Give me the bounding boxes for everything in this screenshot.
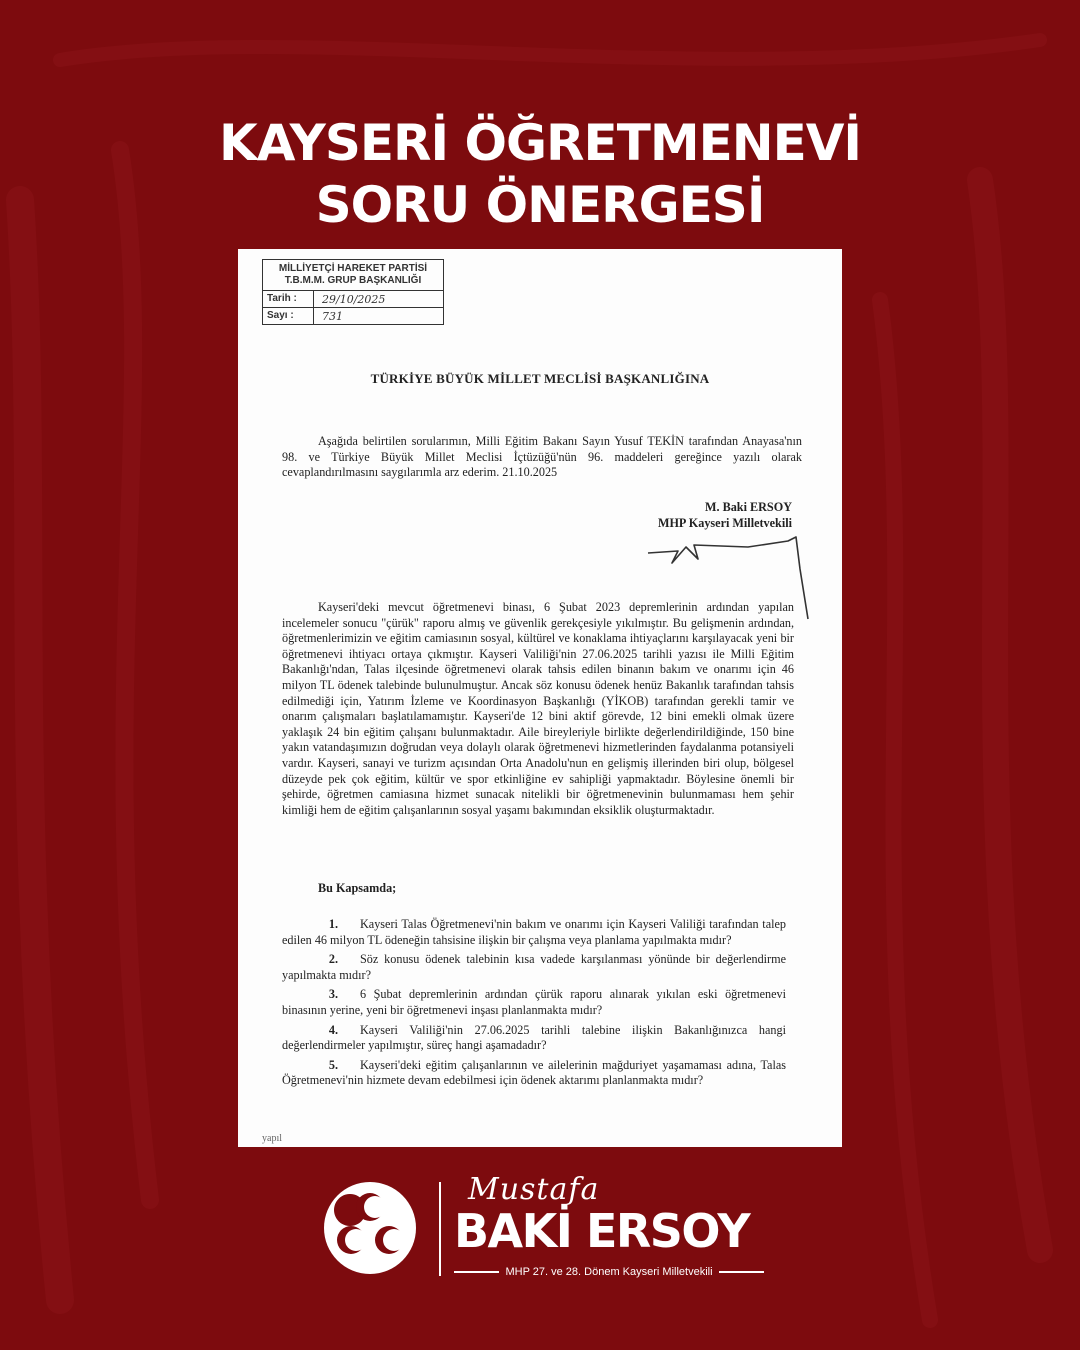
scanned-document [238,249,842,1147]
stamp-number-label: Sayı : [263,308,314,324]
title-line-1: KAYSERİ ÖĞRETMENEVİ [218,114,862,172]
subtitle-rule-left [454,1271,499,1273]
footer-subtitle-row [454,1264,764,1280]
stamp-date-value: 29/10/2025 [322,292,386,306]
question-list [282,917,786,1093]
document-heading: TÜRKİYE BÜYÜK MİLLET MECLİSİ BAŞKANLIĞINA [370,371,710,386]
first-name-script: Mustafa [468,1172,600,1207]
question-item [282,1058,786,1089]
stamp-org-line-2: T.B.M.M. GRUP BAŞKANLIĞI [284,275,422,286]
cut-off-text: yapıl [262,1133,282,1144]
footer-divider [439,1182,441,1276]
footer-brand [0,1168,1080,1288]
question-text: Söz konusu ödenek talebinin kısa vadede karşılanması yönünde bir değerlendirme yapılmakta mıdır? [282,952,786,982]
question-text: 6 Şubat depremlerinin ardından çürük raporu alınarak yıkılan eski öğretmenevi binasının yerine, yeni bir öğretmenevi inşası planlanmakta mıdır? [282,987,786,1017]
question-text: Kayseri'deki eğitim çalışanlarının ve ailelerinin mağduriyet yaşamaması adına, Talas Öğretmenevi'nin hizmete devam edebilmesi için ödenek aktarımı planlanmakta mıdır? [282,1057,786,1088]
question-text: Kayseri Valiliği'nin 27.06.2025 tarihli talebine ilişkin Bakanlığınızca hangi değerlendirmeler yapılmıştır, süreç hangi aşamadadır? [282,1022,786,1053]
three-crescents-emblem-icon [322,1180,418,1276]
signatory-block [658,499,792,531]
question-item [282,987,786,1018]
signatory-title: MHP Kayseri Milletvekili [657,516,792,530]
question-item [282,917,786,948]
stamp-date-label: Tarih : [263,291,314,307]
question-number: 3. [328,987,338,1002]
signatory-name: M. Baki ERSOY [704,500,792,514]
page-title [0,112,1080,236]
subtitle-rule-right [719,1271,764,1273]
registry-stamp [262,259,444,325]
question-item [282,1023,786,1054]
body-paragraph: Kayseri'deki mevcut öğretmenevi binası, 6 Şubat 2023 depremlerinin ardından yapılan incelemeler sonucu "çürük" raporu almış ve güvenlik gerekçesiyle yıkılmıştır. Bu gelişmenin ardından, öğretmenlerimizin ve eğitim camiasının sosyal, kültürel ve konaklama ihtiyaçlarını karşılayacak yeni bir öğretmenevi ihtiyacı ortaya çıkmıştır. Kayseri Valiliği'nin 27.06.2025 tarihli yazısı ile Milli Eğitim Bakanlığı'ndan, Talas ilçesinde öğretmenevi olarak tahsis edilen binanın bakım ve onarımı için 46 milyon TL ödenek talebinde bulunulmuştur. Ancak söz konusu ödenek henüz Bakanlık tarafından tahsis edilmediği için, Yatırım İzleme ve Koordinasyon Başkanlığı (YİKOB) tarafından gerekli tamir ve onarım çalışmaları başlatılamamıştır. Kayseri'de 12 bini aktif görevde, 12 bini emekli olmak üzere yaklaşık 24 bin eğitim çalışanı bulunmaktadır. Aile bireyleriyle birlikte değerlendirildiğinde, 150 bine yakın vatandaşımızın doğrudan veya dolaylı olarak öğretmenevi hizmetlerinden faydalanma potansiyeli vardır. Kayseri, sanayi ve turizm açısından Orta Anadolu'nun en gelişmiş illerinden biri olup, bölgesel düzeyde pek çok eğitim, kültür ve spor etkinliğine ev sahipliği yapmaktadır. Böylesine önemli bir şehirde, öğretmen camiasına hizmet sunacak nitelikli bir öğretmenevinin bulunmaması hem şehir kimliği hem de eğitim çalışanlarının sosyal yaşamı bakımından eksiklik oluşturmaktadır. [282,600,794,817]
question-number: 4. [328,1022,338,1037]
question-number: 2. [328,952,338,967]
stamp-number-value: 731 [322,309,343,323]
title-line-2: SORU ÖNERGESİ [315,176,765,234]
question-text: Kayseri Talas Öğretmenevi'nin bakım ve onarımı için Kayseri Valiliği tarafından talep edilen 46 milyon TL ödeneğin tahsisine ilişkin bir çalışma veya planlama yapılmakta mıdır? [282,917,786,947]
question-number: 5. [328,1057,338,1072]
intro-paragraph: Aşağıda belirtilen sorularımın, Milli Eğitim Bakanı Sayın Yusuf TEKİN tarafından Anayasa'nın 98. ve Türkiye Büyük Millet Meclisi İçtüzüğü'nün 96. maddeleri gereğince yazılı olarak cevaplandırılmasını saygılarımla arz ederim. 21.10.2025 [282,434,802,480]
last-name-display: BAKİ ERSOY [454,1204,750,1258]
footer-subtitle: MHP 27. ve 28. Dönem Kayseri Milletvekili [505,1266,713,1278]
question-number: 1. [328,917,338,931]
scope-label: Bu Kapsamda; [318,881,397,895]
stamp-org-line-1: MİLLİYETÇİ HAREKET PARTİSİ [278,263,428,274]
question-item [282,952,786,983]
